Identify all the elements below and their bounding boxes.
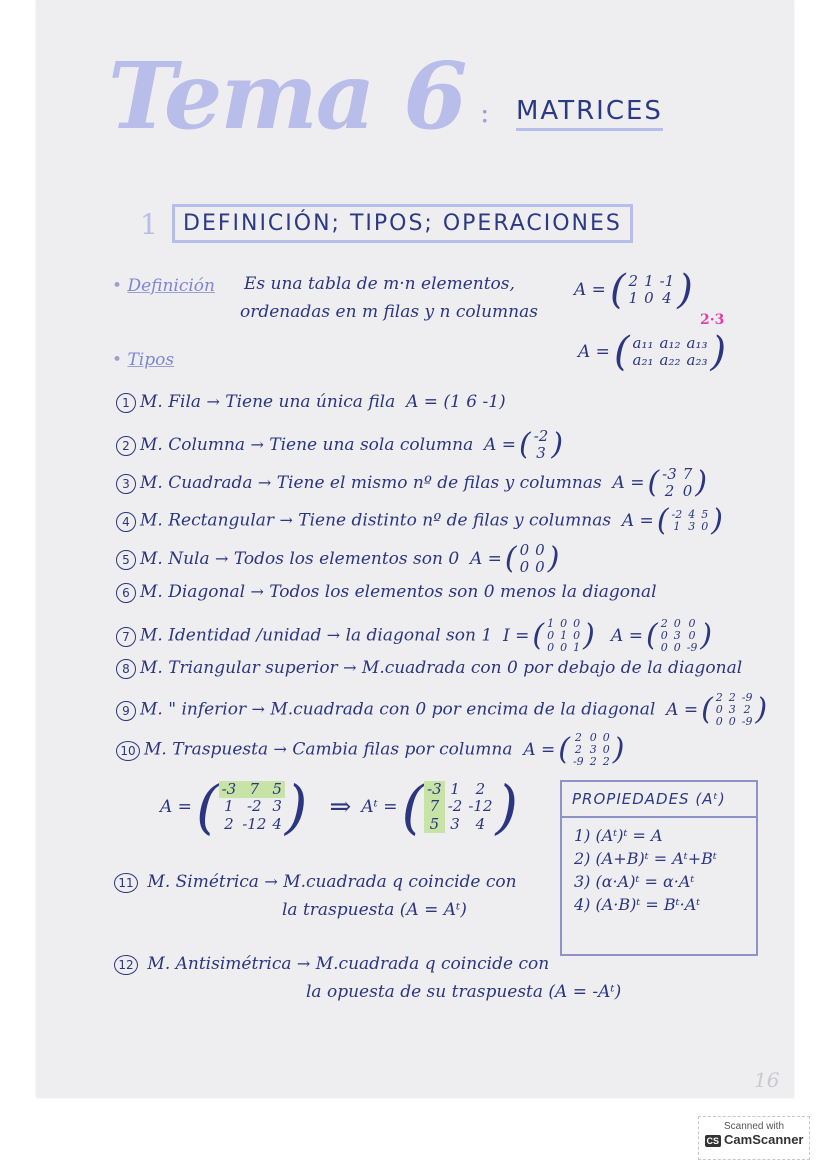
matrix-cell: 2 <box>664 482 675 501</box>
arrow-icon: → <box>279 510 293 530</box>
simetrica-line-2: la traspuesta (A = Aᵗ) <box>282 900 467 920</box>
item-number: 9 <box>116 701 136 721</box>
item-name: M. Cuadrada <box>140 472 253 493</box>
item-number: 10 <box>116 741 140 761</box>
arrow-icon: → <box>251 699 265 719</box>
matrix-cell: -1 <box>659 271 675 290</box>
matrix-cell: 3 <box>272 797 282 816</box>
antisimetrica-line-2: la opuesta de su traspuesta (A = -Aᵗ) <box>306 982 622 1002</box>
item-desc: Tiene el mismo nº de filas y columnas <box>276 472 602 493</box>
matrix-cell: 3 <box>673 629 681 643</box>
matrix-cell: a₂₁ <box>632 351 654 369</box>
item-number: 2 <box>116 436 136 456</box>
definition-label: Definición <box>127 276 215 296</box>
matrix-cell: 1 <box>644 271 654 290</box>
item-matrix: A = ( 2 0 0 2 3 0 -9 2 2 ) <box>523 731 625 769</box>
matrix-cell: 2 <box>602 755 610 769</box>
matrix-cell: 1 <box>573 641 581 655</box>
general-matrix: A = ( a₁₁ a₁₂ a₁₃ a₂₁ a₂₂ a₂₃ ) <box>578 329 727 375</box>
item-desc: Todos los elementos son 0 <box>233 548 460 569</box>
definition-line-1: Es una tabla de m·n elementos, <box>244 274 515 294</box>
matrix-cell: 4 <box>662 289 672 307</box>
matrix-cell: a₂₃ <box>686 351 708 369</box>
item-desc: Tiene una sola columna <box>269 434 474 455</box>
matrix-cell: -3 <box>424 781 445 798</box>
item-number: 8 <box>116 659 136 679</box>
matrix-cell: 2 <box>628 271 639 290</box>
matrix-cell: 1 <box>628 289 639 307</box>
propiedad-item: 3) (α·A)ᵗ = α·Aᵗ <box>574 872 695 891</box>
dimension-label: 2·3 <box>700 312 725 328</box>
item-desc: M.cuadrada con 0 por debajo de la diagonal <box>361 658 743 678</box>
definition-row <box>112 276 215 296</box>
matrix-cell: 2 <box>728 691 736 704</box>
item-name: M. Fila <box>140 392 202 412</box>
matrix-cell: 4 <box>688 507 696 521</box>
matrix-cell: 7 <box>239 781 269 798</box>
matrix-cell: 0 <box>602 731 610 744</box>
item-name: M. Traspuesta <box>144 739 269 760</box>
tipo-item <box>116 428 563 463</box>
propiedades-box <box>560 780 758 956</box>
matrix-cell: -12 <box>468 797 493 816</box>
matrix-cell: 0 <box>682 482 693 501</box>
item-matrix: A = ( -2 3 ) <box>484 427 564 463</box>
item-number: 7 <box>116 627 136 647</box>
matrix-cell: 0 <box>547 629 555 643</box>
arrow-icon: → <box>257 472 272 492</box>
matrix-cell: 0 <box>660 641 668 655</box>
matrix-cell: -2 <box>671 507 683 521</box>
matrix-cell: 4 <box>272 814 282 833</box>
matrix-cell: 2 <box>224 814 234 833</box>
matrix-cell: 0 <box>728 715 736 729</box>
arrow-icon: → <box>326 625 341 645</box>
item-desc: Cambia filas por columna <box>292 739 513 760</box>
matrix-cell: 0 <box>547 641 555 655</box>
item-number: 1 <box>116 393 136 413</box>
bullet-icon: • <box>112 276 123 296</box>
implies-arrow-icon: ⇒ <box>329 792 352 822</box>
matrix-cell: -2 <box>447 797 463 816</box>
matrix-cell: -12 <box>242 814 267 833</box>
matrix-cell: a₁₁ <box>632 333 654 352</box>
tipo-item <box>116 392 506 413</box>
matrix-cell: 0 <box>688 629 696 643</box>
badge-line-2: CamScanner <box>724 1132 804 1147</box>
item-name: M. Nula <box>140 548 210 569</box>
matrix-cell: 0 <box>715 703 723 717</box>
section-number: 1 <box>140 208 158 241</box>
item-desc: Todos los elementos son 0 menos la diagonal <box>269 582 657 602</box>
a-label: A = <box>160 797 192 817</box>
item-matrix: A = ( 0 0 0 0 ) <box>469 541 560 577</box>
item-name: M. Columna <box>140 434 246 455</box>
matrix-cell: 1 <box>450 780 460 799</box>
item-number: 12 <box>114 955 138 975</box>
matrix-cell: 1 <box>224 797 234 816</box>
at-label: Aᵗ = <box>361 797 398 817</box>
matrix-cell: 0 <box>673 617 681 630</box>
propiedad-item: 1) (Aᵗ)ᵗ = A <box>574 826 663 845</box>
transpose-example: A = ( -3 7 5 1 -2 3 2 -12 4 ) ⇒ Aᵗ = ( -3 1 2 7 -2 -12 5 3 4 ) <box>160 773 519 841</box>
item-simetrica: 11 M. Simétrica → M.cuadrada q coincide con <box>114 872 517 893</box>
item-name: M. Identidad /unidad <box>140 625 322 646</box>
item-eq: A = (1 6 -1) <box>406 392 506 412</box>
item-desc: Tiene distinto nº de filas y columnas <box>298 510 612 531</box>
tipo-item <box>116 658 742 679</box>
matrix-cell: 0 <box>688 617 696 630</box>
subject-title: MATRICES <box>516 96 663 131</box>
tipos-label: Tipos <box>127 350 175 370</box>
matrix-cell: -2 <box>533 427 549 445</box>
arrow-icon: → <box>215 548 229 568</box>
matrix-cell: 7 <box>682 465 693 483</box>
item-name: M. Diagonal <box>140 582 246 602</box>
matrix-cell: 0 <box>673 641 681 655</box>
definition-line-2: ordenadas en m filas y n columnas <box>240 302 538 322</box>
matrix-cell: 2 <box>715 691 723 704</box>
matrix-cell: -3 <box>662 465 677 483</box>
arrow-icon: → <box>343 658 357 677</box>
matrix-cell: -9 <box>741 691 753 704</box>
propiedades-heading: PROPIEDADES (Aᵗ) <box>562 782 756 818</box>
matrix-cell: 7 <box>424 798 445 815</box>
matrix-cell: a₁₃ <box>686 333 708 352</box>
camscanner-logo-icon: CS <box>706 1136 720 1146</box>
example-matrix: A = ( 2 1 -1 1 0 4 ) <box>574 267 693 313</box>
bullet-icon: • <box>112 350 123 370</box>
matrix-cell: 5 <box>424 816 445 833</box>
matrix-cell: 2 <box>574 743 582 757</box>
matrix-cell: 0 <box>602 743 610 757</box>
tipo-item <box>116 542 559 577</box>
matrix-cell: 2 <box>574 731 582 744</box>
tema-title: Tema 6 <box>108 42 466 150</box>
item-desc: la diagonal son 1 <box>345 625 493 646</box>
matrix-cell: 1 <box>673 520 681 533</box>
matrix-cell: 0 <box>715 715 723 729</box>
arrow-icon: → <box>250 434 264 454</box>
arrow-icon: → <box>206 392 220 411</box>
matrix-cell: 0 <box>573 617 581 630</box>
camscanner-badge <box>698 1116 810 1160</box>
item-name: M. Rectangular <box>140 510 275 531</box>
matrix-cell: -2 <box>246 797 262 816</box>
matrix-cell: -9 <box>572 755 584 769</box>
page-number: 16 <box>754 1068 780 1092</box>
matrix-cell: 0 <box>519 541 530 559</box>
matrix-cell: 2 <box>589 755 597 769</box>
item-number: 4 <box>116 512 136 532</box>
item-name: M. " inferior <box>140 699 247 720</box>
matrix-cell: 1 <box>547 617 555 630</box>
propiedad-item: 2) (A+B)ᵗ = Aᵗ+Bᵗ <box>574 849 717 868</box>
item-desc: M.cuadrada q coincide con <box>315 954 550 974</box>
matrix-cell: 2 <box>475 780 486 799</box>
matrix-cell: 2 <box>743 703 751 717</box>
item-desc: M.cuadrada q coincide con <box>283 872 517 892</box>
matrix-cell: 1 <box>560 629 568 643</box>
tipo-item <box>116 732 624 768</box>
badge-line-1: Scanned with <box>723 1121 785 1132</box>
title-colon: : <box>480 96 490 129</box>
item-name: M. Simétrica <box>147 872 259 892</box>
arrow-icon: → <box>273 739 287 759</box>
item-matrix: A = ( -2 4 5 1 3 0 ) <box>621 503 723 538</box>
matrix-cell: 3 <box>589 743 597 757</box>
item-name: M. Antisimétrica <box>147 954 292 974</box>
tipo-item <box>116 582 657 603</box>
matrix-cell: 0 <box>560 617 568 630</box>
propiedad-item: 4) (A·B)ᵗ = Bᵗ·Aᵗ <box>574 895 701 914</box>
tipos-row <box>112 350 174 370</box>
matrix-cell: 0 <box>644 289 654 307</box>
item-antisimetrica: 12 M. Antisimétrica → M.cuadrada q coincide con <box>114 954 549 975</box>
matrix-cell: 3 <box>728 703 736 717</box>
matrix-cell: 0 <box>573 629 581 643</box>
matrix-cell: 4 <box>475 814 486 833</box>
matrix-cell: -9 <box>686 641 698 655</box>
item-desc: Tiene una única fila <box>225 392 396 412</box>
matrix-cell: 0 <box>535 558 545 577</box>
matrix-cell: a₁₂ <box>659 333 681 352</box>
matrix-cell: 5 <box>269 781 285 798</box>
tipo-item <box>116 618 712 654</box>
matrix-cell: -3 <box>219 781 240 798</box>
item-matrix: A = ( 2 2 -9 0 3 2 0 0 -9 ) <box>666 691 768 729</box>
matrix-cell: 3 <box>450 814 460 833</box>
matrix-cell: a₂₂ <box>659 351 681 369</box>
matrix-cell: 3 <box>536 444 546 463</box>
tipo-item <box>116 466 707 501</box>
matrix-cell: -9 <box>741 715 753 729</box>
section-heading: DEFINICIÓN; TIPOS; OPERACIONES <box>172 204 633 243</box>
matrix-cell: 0 <box>519 558 530 577</box>
arrow-icon: → <box>250 582 264 601</box>
matrix-cell: 0 <box>535 541 545 559</box>
matrix-cell: 3 <box>688 520 696 533</box>
item-desc: M.cuadrada con 0 por encima de la diagonal <box>270 699 656 720</box>
matrix-cell: 0 <box>701 520 709 533</box>
matrix-cell: 5 <box>701 507 709 521</box>
item-number: 11 <box>114 873 138 893</box>
matrix-cell: 0 <box>560 641 568 655</box>
item-matrix-2: A = ( 2 0 0 0 3 0 0 0 -9 ) <box>611 617 713 655</box>
item-name: M. Triangular superior <box>140 658 338 678</box>
item-matrix: A = ( -3 7 2 0 ) <box>612 465 708 501</box>
tipo-item <box>116 692 767 728</box>
tipo-item <box>116 503 723 538</box>
matrix-cell: 2 <box>660 617 668 630</box>
matrix-cell: 0 <box>660 629 668 643</box>
item-number: 6 <box>116 583 136 603</box>
item-number: 5 <box>116 550 136 570</box>
matrix-cell: 0 <box>589 731 597 744</box>
item-number: 3 <box>116 474 136 494</box>
item-matrix: I = ( 1 0 0 0 1 0 0 0 1 ) <box>503 617 595 655</box>
